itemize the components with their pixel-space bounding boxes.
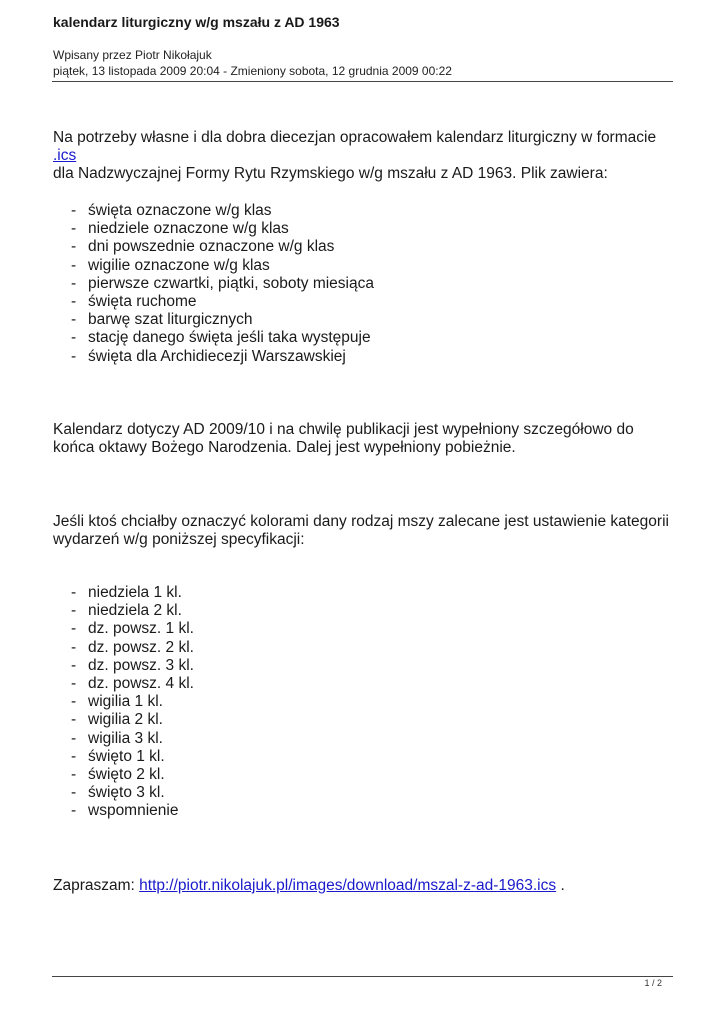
list-dash: -	[71, 220, 77, 238]
list-dash: -	[71, 729, 77, 747]
categories-list	[71, 584, 194, 821]
list-item-text: wigilia 1 kl.	[88, 693, 163, 711]
invite-label: Zapraszam:	[53, 877, 140, 894]
list-item	[71, 329, 374, 347]
list-dash: -	[71, 802, 77, 820]
list-dash: -	[71, 274, 77, 292]
author-line: Wpisany przez Piotr Nikołajuk	[53, 48, 212, 62]
list-item	[71, 675, 194, 693]
list-item	[71, 220, 374, 238]
list-dash: -	[71, 256, 77, 274]
list-item	[71, 802, 194, 820]
list-dash: -	[71, 311, 77, 329]
list-item	[71, 202, 374, 220]
list-item	[71, 293, 374, 311]
intro-text: Na potrzeby własne i dla dobra diecezjan opracowałem kalendarz liturgiczny w formacie	[53, 129, 657, 146]
intro-paragraph	[53, 129, 673, 183]
list-item	[71, 584, 194, 602]
download-link[interactable]: http://piotr.nikolajuk.pl/images/download/mszal-z-ad-1963.ics	[139, 877, 557, 894]
invite-paragraph	[53, 877, 673, 895]
ics-format-link[interactable]: .ics	[53, 147, 77, 164]
scope-paragraph: Kalendarz dotyczy AD 2009/10 i na chwilę publikacji jest wypełniony szczegółowo do końca oktawy Bożego Narodzenia. Dalej jest wypełniony pobieżnie.	[53, 421, 634, 456]
categories-intro-paragraph: Jeśli ktoś chciałby oznaczyć kolorami dany rodzaj mszy zalecane jest ustawienie kategorii wydarzeń w/g poniższej specyfikacji:	[53, 513, 669, 548]
list-item-text: dz. powsz. 2 kl.	[88, 638, 194, 656]
list-item-text: dz. powsz. 4 kl.	[88, 675, 194, 693]
list-dash: -	[71, 766, 77, 784]
list-item	[71, 602, 194, 620]
list-item-text: niedziela 1 kl.	[88, 584, 182, 601]
list-item-text: dz. powsz. 3 kl.	[88, 656, 194, 674]
list-item	[71, 711, 194, 729]
list-dash: -	[71, 620, 77, 638]
list-item	[71, 730, 194, 748]
footer-divider	[52, 976, 673, 977]
list-item	[71, 275, 374, 293]
list-item-text: wigilia 2 kl.	[88, 711, 163, 729]
invite-suffix: .	[556, 877, 565, 894]
list-dash: -	[71, 638, 77, 656]
page-number: 1 / 2	[644, 978, 662, 988]
list-item-text: dz. powsz. 1 kl.	[88, 620, 194, 638]
header-divider	[52, 81, 673, 82]
list-item-text: święta oznaczone w/g klas	[88, 202, 272, 219]
list-item	[71, 766, 194, 784]
list-item	[71, 657, 194, 675]
list-item	[71, 348, 374, 366]
list-dash: -	[71, 656, 77, 674]
list-item-text: dni powszednie oznaczone w/g klas	[88, 238, 335, 256]
list-item-text: święta ruchome	[88, 293, 197, 311]
list-item-text: wspomnienie	[88, 802, 179, 820]
list-item-text: święto 1 kl.	[88, 747, 165, 765]
list-item	[71, 620, 194, 638]
list-dash: -	[71, 747, 77, 765]
list-item	[71, 238, 374, 256]
list-item-text: stację danego święta jeśli taka występuje	[88, 329, 371, 347]
list-item-text: wigilie oznaczone w/g klas	[88, 256, 270, 274]
list-dash: -	[71, 675, 77, 693]
list-dash: -	[71, 347, 77, 365]
list-item-text: barwę szat liturgicznych	[88, 311, 253, 329]
list-item-text: święto 2 kl.	[88, 766, 165, 784]
list-item-text: święta dla Archidiecezji Warszawskiej	[88, 347, 346, 365]
list-dash: -	[71, 602, 77, 620]
list-dash: -	[71, 329, 77, 347]
list-item-text: niedziela 2 kl.	[88, 602, 182, 620]
list-dash: -	[71, 293, 77, 311]
article-meta	[53, 47, 452, 79]
list-dash: -	[71, 693, 77, 711]
list-item-text: święto 3 kl.	[88, 784, 165, 802]
list-dash: -	[71, 202, 77, 219]
date-line: piątek, 13 listopada 2009 20:04 - Zmieniony sobota, 12 grudnia 2009 00:22	[53, 64, 452, 78]
list-item	[71, 784, 194, 802]
list-item	[71, 639, 194, 657]
list-item-text: niedziele oznaczone w/g klas	[88, 220, 289, 238]
contents-list	[71, 202, 374, 366]
list-item-text: wigilia 3 kl.	[88, 729, 163, 747]
list-dash: -	[71, 238, 77, 256]
page-title: kalendarz liturgiczny w/g mszału z AD 1963	[53, 14, 340, 30]
list-item	[71, 748, 194, 766]
list-item	[71, 257, 374, 275]
list-item	[71, 311, 374, 329]
list-dash: -	[71, 784, 77, 802]
list-item-text: pierwsze czwartki, piątki, soboty miesiąca	[88, 274, 374, 292]
list-dash: -	[71, 584, 77, 601]
list-item	[71, 693, 194, 711]
intro-text-continued: dla Nadzwyczajnej Formy Rytu Rzymskiego w/g mszału z AD 1963. Plik zawiera:	[53, 165, 608, 182]
list-dash: -	[71, 711, 77, 729]
